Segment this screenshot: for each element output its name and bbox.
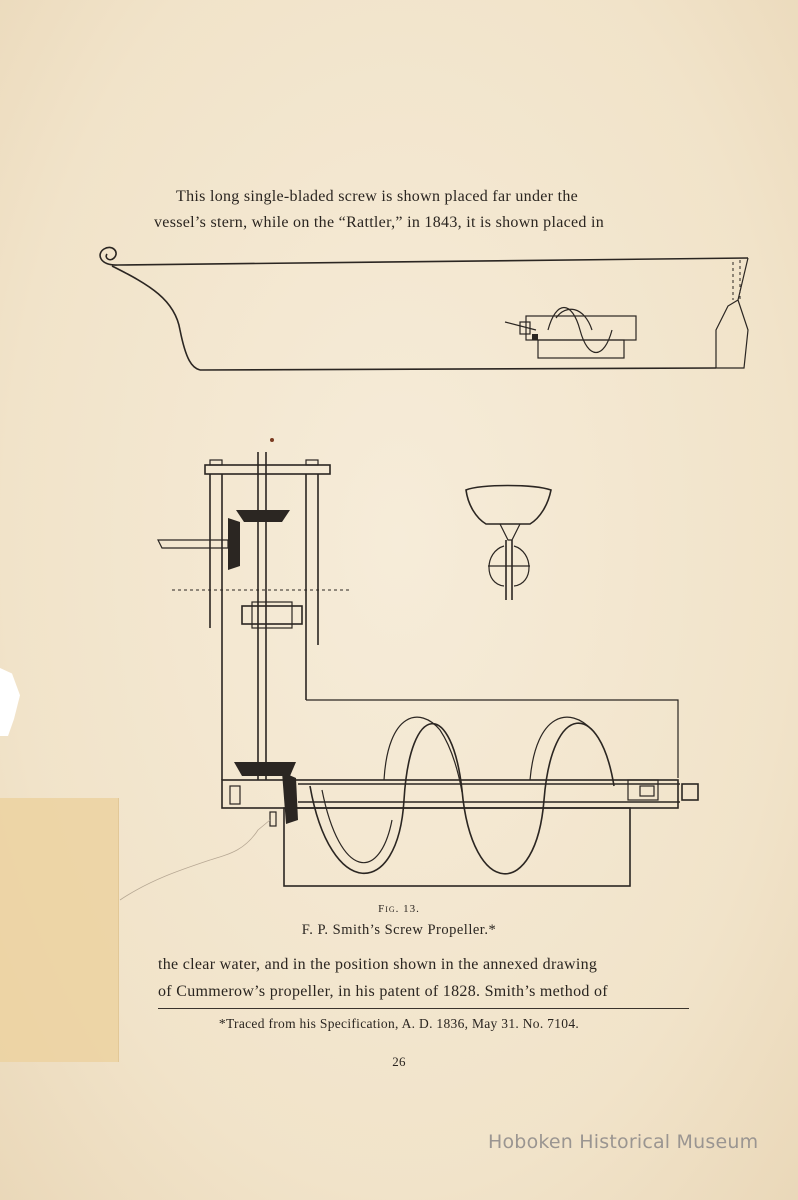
body-text-line-2: of Cummerow’s propeller, in his patent of 1828. Smith’s method of: [158, 983, 608, 1000]
page-number: 26: [392, 1054, 406, 1069]
intro-text-line-1: This long single-bladed screw is shown placed far under the: [176, 188, 579, 205]
museum-watermark: Hoboken Historical Museum: [488, 1131, 759, 1153]
body-text-line-1: the clear water, and in the position shown in the annexed drawing: [158, 956, 598, 973]
figure-number: Fig. 13.: [378, 903, 420, 915]
figure-caption: F. P. Smith’s Screw Propeller.*: [301, 922, 497, 938]
footnote-rule: [158, 1008, 689, 1009]
intro-text-line-2: vessel’s stern, while on the “Rattler,” in 1843, it is shown placed in: [154, 214, 605, 231]
footnote: *Traced from his Specification, A. D. 1836, May 31. No. 7104.: [218, 1016, 580, 1031]
